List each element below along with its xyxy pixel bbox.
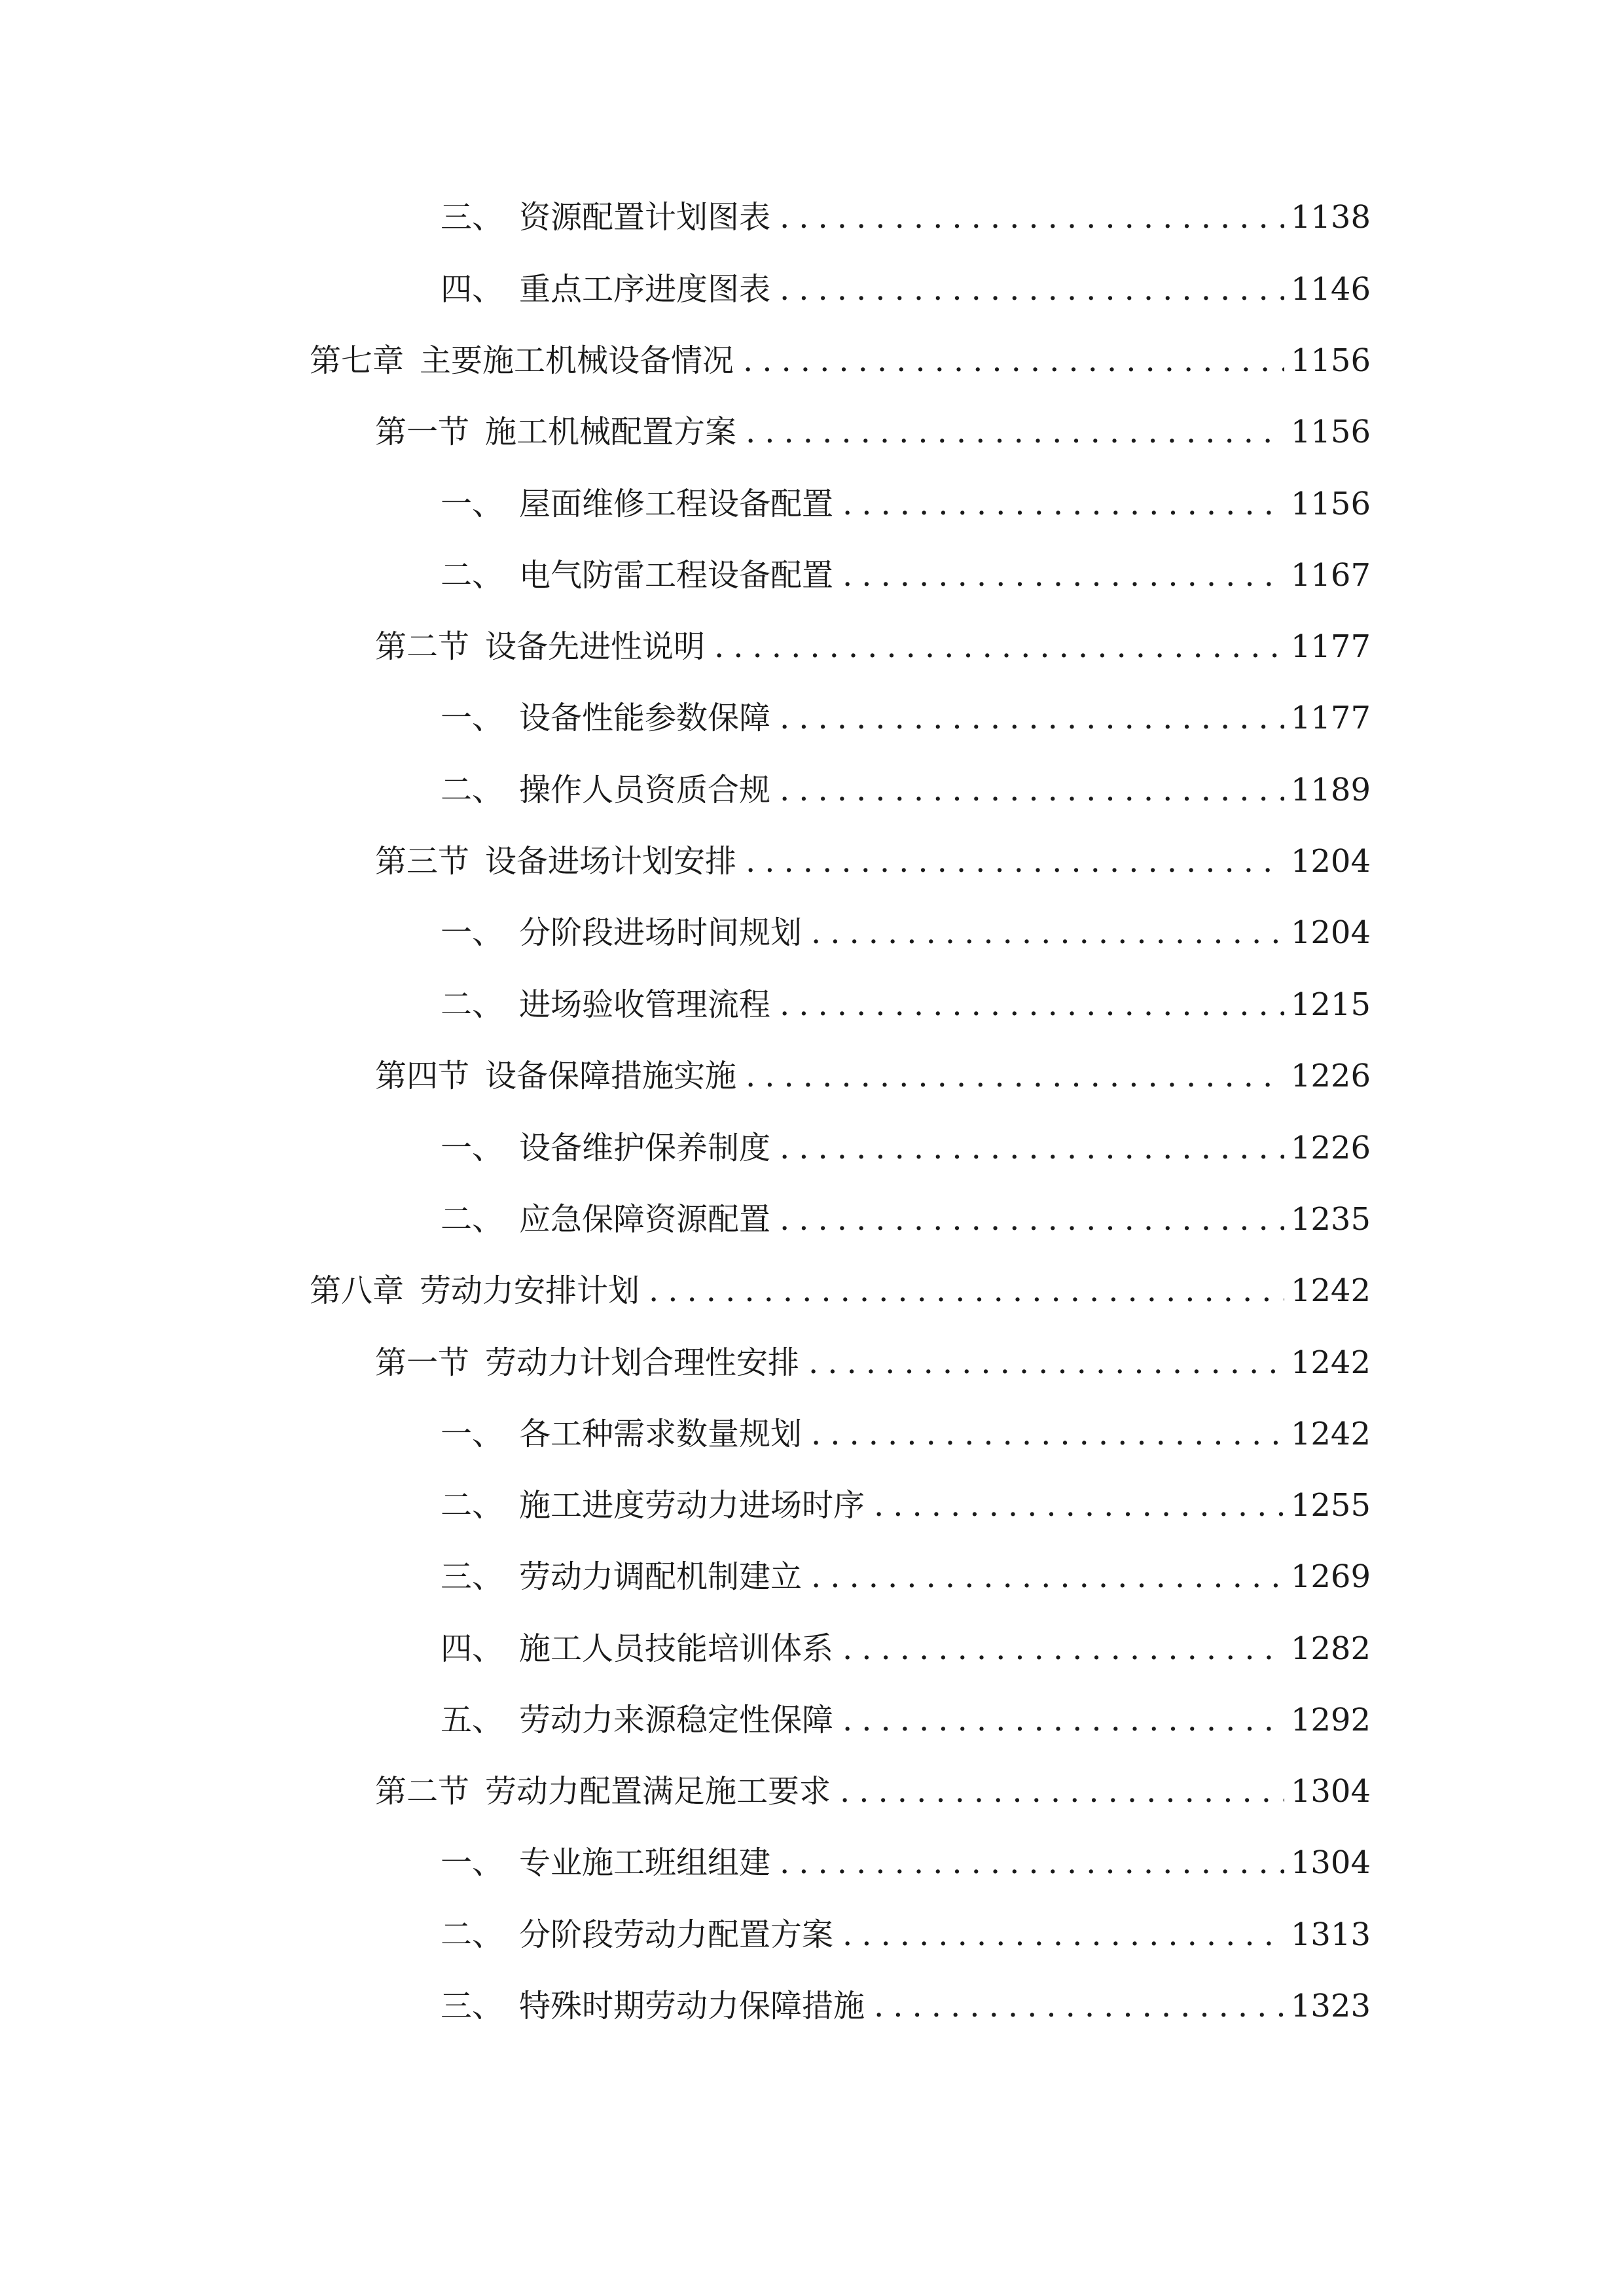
toc-entry-section[interactable]: [375, 832, 1371, 891]
toc-entry-title: 特殊时期劳动力保障措施: [519, 1988, 865, 2024]
toc-dot-leader: [746, 832, 1284, 891]
toc-entry-chapter[interactable]: [310, 331, 1371, 390]
toc-entry-page: 1226: [1290, 1130, 1371, 1166]
toc-entry-title: 劳动力计划合理性安排: [485, 1344, 800, 1381]
toc-entry-page: 1138: [1290, 199, 1371, 236]
toc-entry-number: 一、: [441, 486, 504, 522]
toc-dot-leader: [842, 1691, 1284, 1749]
toc-entry-title: 设备性能参数保障: [519, 700, 771, 736]
toc-entry-page: 1255: [1290, 1487, 1371, 1524]
toc-entry-title: 设备先进性说明: [485, 628, 706, 665]
toc-entry-page: 1242: [1290, 1344, 1371, 1381]
toc-dot-leader: [780, 188, 1284, 247]
toc-entry[interactable]: [441, 1547, 1371, 1606]
toc-entry-number: 一、: [441, 1416, 504, 1452]
toc-dot-leader: [746, 1047, 1284, 1105]
toc-entry-number: 第七章: [310, 342, 405, 379]
toc-dot-leader: [874, 1977, 1284, 2036]
toc-entry-number: 二、: [441, 557, 504, 594]
toc-entry-title: 施工人员技能培训体系: [519, 1630, 834, 1667]
toc-entry-title: 操作人员资质合规: [519, 772, 771, 808]
toc-entry-number: 第八章: [310, 1272, 405, 1309]
toc-entry-number: 四、: [441, 271, 504, 308]
toc-entry-title: 应急保障资源配置: [519, 1201, 771, 1238]
toc-entry-page: 1292: [1290, 1702, 1371, 1738]
toc-dot-leader: [780, 1190, 1284, 1249]
toc-entry-title: 劳动力安排计划: [420, 1272, 640, 1309]
toc-entry[interactable]: [441, 689, 1371, 747]
toc-entry-number: 第一节: [375, 1344, 470, 1381]
toc-entry-title: 设备进场计划安排: [485, 843, 737, 880]
toc-dot-leader: [780, 1833, 1284, 1892]
toc-entry[interactable]: [441, 1977, 1371, 2036]
toc-dot-leader: [811, 1405, 1284, 1463]
toc-entry-section[interactable]: [375, 1762, 1371, 1821]
toc-dot-leader: [842, 546, 1284, 605]
toc-entry[interactable]: [441, 975, 1371, 1034]
toc-entry-page: 1204: [1290, 843, 1371, 880]
toc-entry-page: 1269: [1290, 1558, 1371, 1595]
toc-entry-page: 1242: [1290, 1272, 1371, 1309]
toc-entry[interactable]: [441, 1119, 1371, 1177]
toc-dot-leader: [811, 903, 1284, 962]
toc-entry-title: 电气防雷工程设备配置: [519, 557, 834, 594]
toc-entry-title: 分阶段劳动力配置方案: [519, 1916, 834, 1953]
toc-entry-page: 1156: [1290, 414, 1371, 450]
toc-entry-chapter[interactable]: [310, 1261, 1371, 1320]
toc-entry-page: 1304: [1290, 1844, 1371, 1881]
toc-entry-number: 一、: [441, 914, 504, 951]
toc-entry-title: 施工进度劳动力进场时序: [519, 1487, 865, 1524]
toc-entry-title: 设备维护保养制度: [519, 1130, 771, 1166]
toc-entry-page: 1189: [1290, 772, 1371, 808]
toc-entry[interactable]: [441, 1190, 1371, 1249]
toc-entry[interactable]: [441, 1619, 1371, 1678]
toc-entry-number: 第一节: [375, 414, 470, 450]
toc-entry[interactable]: [441, 1905, 1371, 1964]
toc-entry-page: 1242: [1290, 1416, 1371, 1452]
toc-entry-page: 1282: [1290, 1630, 1371, 1667]
toc-dot-leader: [874, 1476, 1284, 1535]
toc-dot-leader: [780, 1119, 1284, 1177]
toc-entry-page: 1235: [1290, 1201, 1371, 1238]
toc-entry-section[interactable]: [375, 1333, 1371, 1392]
toc-entry-page: 1177: [1290, 628, 1371, 665]
toc-entry-number: 一、: [441, 1130, 504, 1166]
toc-entry-title: 劳动力调配机制建立: [519, 1558, 803, 1595]
toc-entry-number: 第三节: [375, 843, 470, 880]
toc-entry[interactable]: [441, 1833, 1371, 1892]
toc-entry[interactable]: [441, 188, 1371, 247]
toc-entry-page: 1156: [1290, 486, 1371, 522]
toc-dot-leader: [714, 617, 1284, 676]
toc-entry[interactable]: [441, 546, 1371, 605]
toc-entry-title: 重点工序进度图表: [519, 271, 771, 308]
toc-entry-title: 进场验收管理流程: [519, 986, 771, 1023]
toc-entry-section[interactable]: [375, 403, 1371, 461]
toc-entry-number: 第四节: [375, 1058, 470, 1094]
toc-entry-title: 设备保障措施实施: [485, 1058, 737, 1094]
toc-dot-leader: [840, 1762, 1284, 1821]
toc-dot-leader: [842, 1619, 1284, 1678]
toc-entry[interactable]: [441, 1691, 1371, 1749]
toc-entry-number: 三、: [441, 1558, 504, 1595]
toc-entry-number: 二、: [441, 1201, 504, 1238]
toc-entry-title: 施工机械配置方案: [485, 414, 737, 450]
toc-entry-page: 1156: [1290, 342, 1371, 379]
toc-entry-title: 分阶段进场时间规划: [519, 914, 803, 951]
toc-entry-number: 二、: [441, 1916, 504, 1953]
toc-entry-number: 第二节: [375, 1773, 470, 1810]
toc-entry-page: 1146: [1290, 271, 1371, 308]
toc-entry-page: 1204: [1290, 914, 1371, 951]
toc-entry-number: 二、: [441, 772, 504, 808]
toc-dot-leader: [808, 1333, 1284, 1392]
toc-entry-number: 五、: [441, 1702, 504, 1738]
toc-entry-title: 劳动力配置满足施工要求: [485, 1773, 831, 1810]
toc-entry-number: 一、: [441, 1844, 504, 1881]
toc-entry-page: 1323: [1290, 1988, 1371, 2024]
toc-dot-leader: [780, 689, 1284, 747]
toc-entry[interactable]: [441, 1476, 1371, 1535]
toc-dot-leader: [746, 403, 1284, 461]
toc-entry-title: 屋面维修工程设备配置: [519, 486, 834, 522]
toc-dot-leader: [842, 1905, 1284, 1964]
toc-entry-title: 劳动力来源稳定性保障: [519, 1702, 834, 1738]
toc-entry-section[interactable]: [375, 617, 1371, 676]
toc-dot-leader: [743, 331, 1284, 390]
toc-entry-number: 三、: [441, 199, 504, 236]
toc-entry-number: 二、: [441, 986, 504, 1023]
toc-entry-page: 1304: [1290, 1773, 1371, 1810]
toc-entry-title: 资源配置计划图表: [519, 199, 771, 236]
toc-entry-page: 1177: [1290, 700, 1371, 736]
toc-entry[interactable]: [441, 475, 1371, 533]
toc-dot-leader: [842, 475, 1284, 533]
toc-entry-title: 专业施工班组组建: [519, 1844, 771, 1881]
toc-entry[interactable]: [441, 903, 1371, 962]
toc-entry-number: 四、: [441, 1630, 504, 1667]
toc-dot-leader: [780, 260, 1284, 319]
toc-entry-page: 1313: [1290, 1916, 1371, 1953]
toc-entry-title: 各工种需求数量规划: [519, 1416, 803, 1452]
toc-entry-page: 1226: [1290, 1058, 1371, 1094]
toc-entry-number: 第二节: [375, 628, 470, 665]
toc-entry-number: 一、: [441, 700, 504, 736]
toc-dot-leader: [649, 1261, 1284, 1320]
toc-entry[interactable]: [441, 761, 1371, 819]
toc-dot-leader: [811, 1547, 1284, 1606]
toc-entry-page: 1215: [1290, 986, 1371, 1023]
toc-dot-leader: [780, 761, 1284, 819]
toc-entry-title: 主要施工机械设备情况: [420, 342, 734, 379]
toc-entry-section[interactable]: [375, 1047, 1371, 1105]
toc-entry[interactable]: [441, 1405, 1371, 1463]
toc-entry-number: 三、: [441, 1988, 504, 2024]
toc-dot-leader: [780, 975, 1284, 1034]
toc-entry-number: 二、: [441, 1487, 504, 1524]
toc-entry-page: 1167: [1290, 557, 1371, 594]
toc-entry[interactable]: [441, 260, 1371, 319]
